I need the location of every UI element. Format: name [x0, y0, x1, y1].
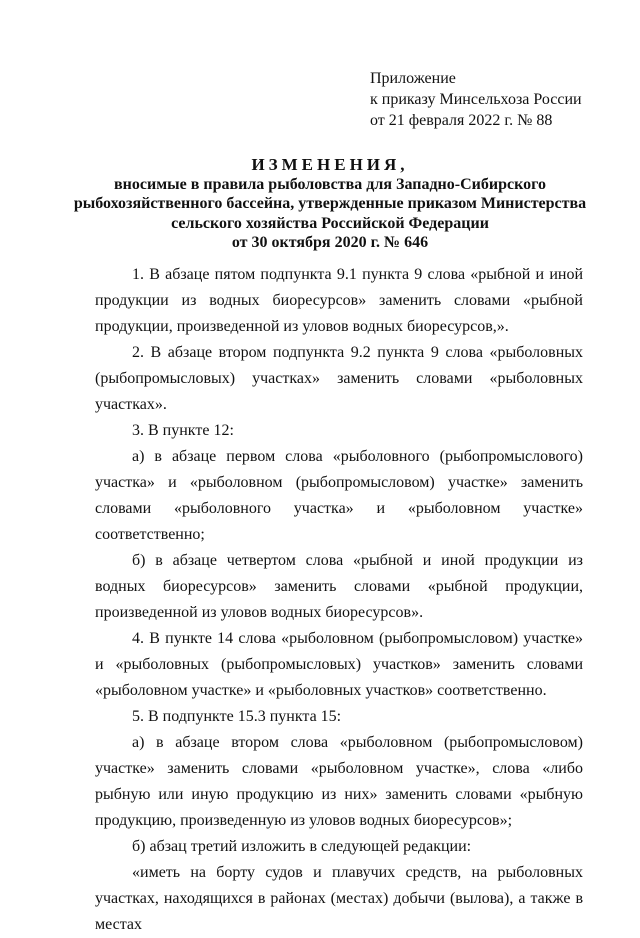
appendix-line-1: Приложение	[370, 70, 456, 87]
paragraph-8: а) в абзаце втором слова «рыболовном (рыбопромысловом) участке» заменить словами «рыболовном участке», слова «либо рыбную или иную продукцию из них» заменить словами «рыбную продукцию, произведенную из уловов водных биоресурсов»;	[95, 734, 583, 829]
paragraph-1: 1. В абзаце пятом подпункта 9.1 пункта 9 слова «рыбной и иной продукции из водных биоресурсов» заменить словами «рыбной продукции, произведенной из уловов водных биоресурсов,».	[95, 266, 583, 335]
paragraph-4: а) в абзаце первом слова «рыболовного (рыбопромыслового) участка» и «рыболовном (рыбопромысловом) участке» заменить словами «рыболовного участка» и «рыболовном участке» соответственно;	[95, 448, 583, 543]
title-line-2: рыбохозяйственного бассейна, утвержденные приказом Министерства	[73, 195, 587, 212]
paragraph-9: б) абзац третий изложить в следующей редакции:	[132, 838, 472, 855]
paragraph-10: «иметь на борту судов и плавучих средств, на рыболовных участках, находящихся в районах (местах) добычи (вылова), а также в местах	[95, 864, 583, 933]
document-body	[95, 262, 583, 938]
paragraph-2: 2. В абзаце втором подпункта 9.2 пункта 9 слова «рыболовных (рыбопромысловых) участках» заменить словами «рыболовных участках».	[95, 344, 583, 413]
appendix-block	[370, 68, 582, 131]
title-line-4: от 30 октября 2020 г. № 646	[231, 234, 429, 251]
title-line-1: вносимые в правила рыболовства для Западно-Сибирского	[114, 175, 546, 193]
title-line-3: сельского хозяйства Российской Федерации	[171, 214, 489, 232]
paragraph-5: б) в абзаце четвертом слова «рыбной и иной продукции из водных биоресурсов» заменить словами «рыбной продукции, произведенной из уловов водных биоресурсов».	[95, 552, 583, 621]
paragraph-3: 3. В пункте 12:	[132, 422, 234, 439]
paragraph-6: 4. В пункте 14 слова «рыболовном (рыбопромысловом) участке» и «рыболовных (рыбопромысловых) участков» заменить словами «рыболовном участке» и «рыболовных участков» соответственно.	[95, 630, 583, 699]
document-title	[60, 155, 600, 253]
title-heading: ИЗМЕНЕНИЯ,	[251, 155, 409, 174]
appendix-line-3: от 21 февраля 2022 г. № 88	[370, 112, 553, 129]
paragraph-7: 5. В подпункте 15.3 пункта 15:	[132, 708, 342, 725]
appendix-line-2: к приказу Минсельхоза России	[370, 91, 582, 108]
